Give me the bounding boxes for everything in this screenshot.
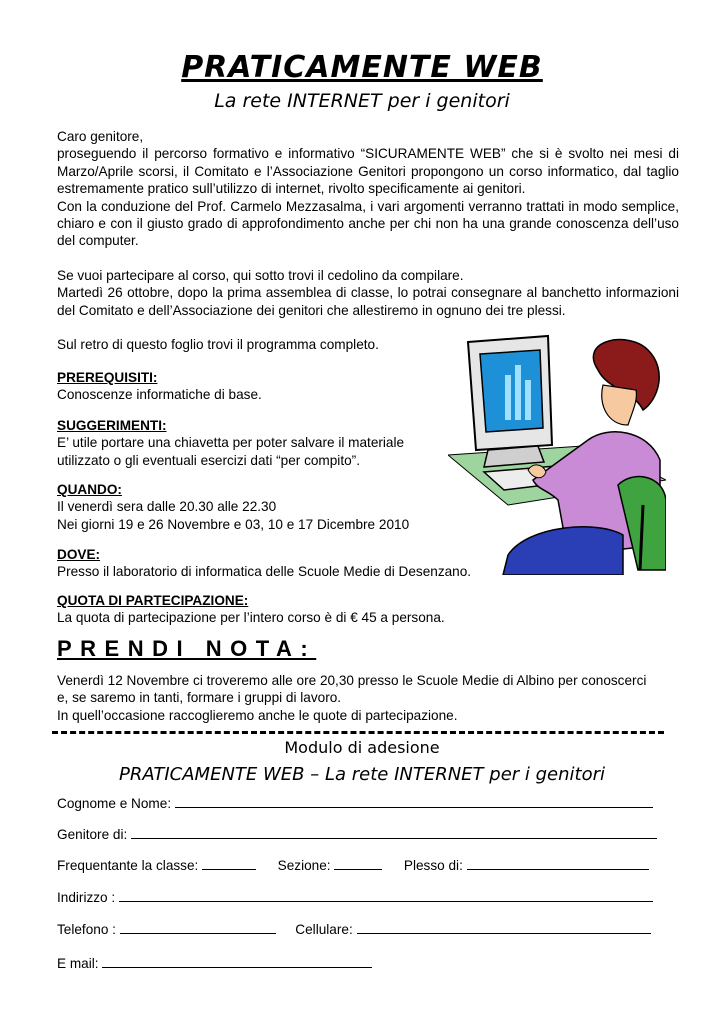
section-prerequisiti <box>57 369 497 404</box>
section-heading: QUOTA DI PARTECIPAZIONE: <box>57 593 249 608</box>
page-subtitle: La rete INTERNET per i genitori <box>214 90 510 112</box>
genitore-label: Genitore di: <box>57 827 128 842</box>
section-heading: SUGGERIMENTI: <box>57 418 167 433</box>
section-line: Presso il laboratorio di informatica delle Scuole Medie di Desenzano. <box>57 564 472 580</box>
section-heading: QUANDO: <box>57 482 122 497</box>
form-row-name <box>57 795 653 811</box>
section-line: Il venerdì sera dalle 20.30 alle 22.30 <box>57 499 277 515</box>
email-label: E mail: <box>57 956 99 971</box>
page-title: PRATICAMENTE WEB <box>181 50 543 85</box>
nota-line: In quell’occasione raccoglieremo anche le quote di partecipazione. <box>57 707 458 723</box>
plesso-field[interactable] <box>467 857 649 870</box>
sezione-label: Sezione: <box>277 858 331 873</box>
section-heading: DOVE: <box>57 547 101 562</box>
prendi-nota-heading: PRENDI NOTA: <box>57 636 317 661</box>
section-suggerimenti <box>57 417 497 469</box>
prendi-nota-text <box>57 672 657 724</box>
cognome-nome-label: Cognome e Nome: <box>57 796 172 811</box>
intro-paragraph: Se vuoi partecipare al corso, qui sotto trovi il cedolino da compilare. <box>57 267 464 283</box>
cut-line <box>52 731 664 734</box>
intro-paragraph: proseguendo il percorso formativo e informativo “SICURAMENTE WEB” che si è svolto nei mesi di Marzo/Aprile scorsi, il Comitato e l’Associazione Genitori propongono un corso informatico, dal taglio estremamente pratico sull’utilizzo di internet, rivolto specificamente ai genitori. <box>57 146 679 197</box>
plesso-label: Plesso di: <box>403 858 463 873</box>
cellulare-label: Cellulare: <box>295 922 353 937</box>
greeting: Caro genitore, <box>57 129 144 144</box>
section-line: E’ utile portare una chiavetta per poter salvare il materiale <box>57 435 405 451</box>
sezione-field[interactable] <box>334 857 382 870</box>
section-line: Conoscenze informatiche di base. <box>57 387 262 403</box>
telefono-label: Telefono : <box>57 922 116 937</box>
classe-label: Frequentante la classe: <box>57 858 199 873</box>
intro-paragraph: Sul retro di questo foglio trovi il programma completo. <box>57 337 379 353</box>
intro-paragraph: Con la conduzione del Prof. Carmelo Mezzasalma, i vari argomenti verranno trattati in modo semplice, chiaro e con il giusto grado di approfondimento anche per chi non ha una grande conoscenza dell’uso del computer. <box>57 198 679 249</box>
computer-user-illustration <box>448 330 666 575</box>
email-field[interactable] <box>102 955 372 968</box>
section-quando <box>57 481 497 533</box>
section-quota <box>57 592 517 627</box>
form-row-telefono <box>57 921 651 937</box>
classe-field[interactable] <box>202 857 256 870</box>
nota-line: Venerdì 12 Novembre ci troveremo alle ore 20,30 presso le Scuole Medie di Albino per conoscerci e, se saremo in tanti, formare i gruppi di lavoro. <box>57 673 647 706</box>
form-row-email <box>57 955 372 971</box>
form-row-classe <box>57 857 649 873</box>
intro-text <box>57 128 679 353</box>
section-line: utilizzato o gli eventuali esercizi dati “per compito”. <box>57 452 360 468</box>
section-line: Nei giorni 19 e 26 Novembre e 03, 10 e 17 Dicembre 2010 <box>57 516 410 532</box>
form-row-indirizzo <box>57 889 653 905</box>
indirizzo-label: Indirizzo : <box>57 890 116 905</box>
cognome-nome-field[interactable] <box>175 795 653 808</box>
cellulare-field[interactable] <box>357 921 651 934</box>
form-subtitle: PRATICAMENTE WEB – La rete INTERNET per i genitori <box>118 764 605 785</box>
section-heading: PREREQUISITI: <box>57 370 158 385</box>
telefono-field[interactable] <box>120 921 276 934</box>
indirizzo-field[interactable] <box>119 889 653 902</box>
form-row-genitore <box>57 826 657 842</box>
section-line: La quota di partecipazione per l’intero corso è di € 45 a persona. <box>57 610 445 626</box>
genitore-field[interactable] <box>131 826 657 839</box>
intro-paragraph: Martedì 26 ottobre, dopo la prima assemblea di classe, lo potrai consegnare al banchetto informazioni del Comitato e dell’Associazione dei genitori che allestiremo in ognuno dei tre plessi. <box>57 285 679 318</box>
form-title: Modulo di adesione <box>284 738 440 757</box>
